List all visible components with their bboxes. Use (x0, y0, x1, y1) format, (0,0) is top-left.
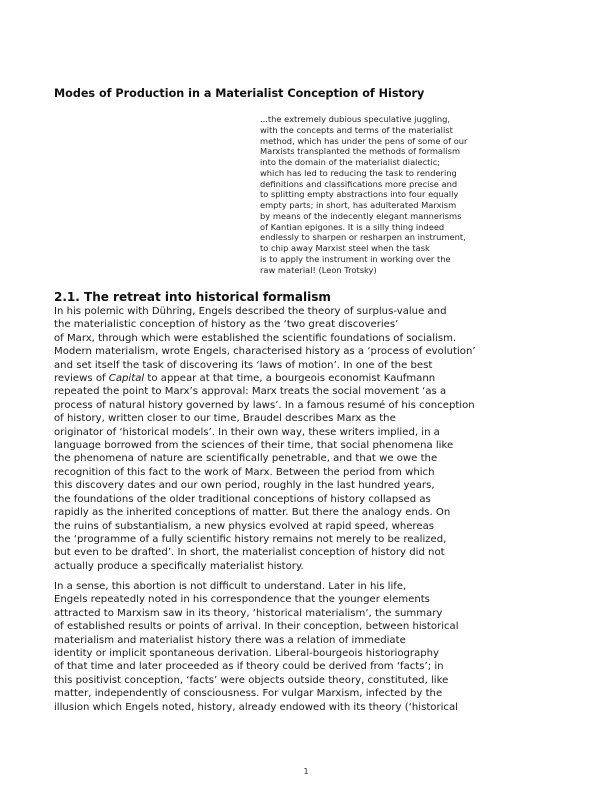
epigraph-line: which has led to reducing the task to rendering (260, 167, 457, 178)
body-line: the materialistic conception of history as the ‘two great discoveries’ (54, 319, 399, 331)
body-line: this positivist conception, ‘facts’ were objects outside theory, constituted, like (54, 674, 449, 686)
body-line-text: reviews of (54, 373, 109, 385)
body-line: but even to be drafted’. In short, the materialist conception of history did not (54, 547, 445, 559)
epigraph-line: empty parts; in short, has adulterated Marxism (260, 200, 457, 210)
body-line (54, 372, 564, 385)
page-number: 1 (303, 767, 309, 776)
epigraph-line: to chip away Marxist steel when the task (260, 243, 430, 253)
epigraph-line: endlessly to sharpen or resharpen an instrument, (260, 232, 466, 243)
body-line: actually produce a specifically materialist history. (54, 560, 304, 572)
chapter-title: Modes of Production in a Materialist Conception of History (54, 87, 425, 100)
epigraph (260, 114, 540, 275)
book-title-capital: Capital (108, 373, 145, 385)
section-title: The retreat into historical formalism (84, 290, 331, 304)
epigraph-line: ...the extremely dubious speculative juggling, (260, 114, 451, 124)
body-line: of Marx, through which were established the scientific foundations of socialism. (54, 332, 457, 344)
body-line: In his polemic with Dühring, Engels described the theory of surplus-value and (54, 306, 447, 317)
body-paragraph-2 (54, 580, 564, 714)
body-line: In a sense, this abortion is not difficult to understand. Later in his life, (54, 581, 407, 592)
epigraph-line: with the concepts and terms of the materialist (260, 124, 453, 135)
body-line: the phenomena of nature are scientifically penetrable, and that we owe the (54, 453, 438, 465)
body-line: matter, independently of consciousness. For vulgar Marxism, infected by the (54, 688, 443, 700)
body-line: this discovery dates and our own period, roughly in the last hundred years, (54, 480, 435, 492)
epigraph-line: Marxists transplanted the methods of formalism (260, 146, 461, 157)
body-line: the ruins of substantialism, a new physics evolved at rapid speed, whereas (54, 520, 435, 532)
body-line: the ‘programme of a fully scientific history remains not merely to be realized, (54, 533, 447, 545)
section-heading (54, 290, 331, 304)
body-line-text: to appear at that time, a bourgeois economist Kaufmann (144, 373, 436, 385)
body-line: process of natural history governed by laws’. In a famous resumé of his conception (54, 399, 475, 411)
body-line: illusion which Engels noted, history, already endowed with its theory (‘historical (54, 701, 458, 713)
body-paragraph-1 (54, 305, 564, 573)
body-line: materialism and materialist history there was a relation of immediate (54, 634, 406, 646)
epigraph-line: is to apply the instrument in working over the (260, 253, 451, 264)
body-line: of established results or points of arrival. In their conception, between historical (54, 621, 459, 633)
body-line: and set itself the task of discovering its ‘laws of motion’. In one of the best (54, 359, 433, 371)
body-line: recognition of this fact to the work of Marx. Between the period from which (54, 466, 435, 478)
body-line: identity or implicit spontaneous derivation. Liberal-bourgeois historiography (54, 648, 440, 660)
epigraph-line: method, which has under the pens of some of our (260, 135, 468, 146)
body-line: of history, written closer to our time, Braudel describes Marx as the (54, 413, 396, 425)
body-line: attracted to Marxism saw in its theory, ‘historical materialism’, the summary (54, 607, 443, 619)
body-line: language borrowed from the sciences of their time, that social phenomena like (54, 440, 454, 452)
body-line: originator of ‘historical models’. In their own way, these writers implied, in a (54, 426, 440, 438)
section-number: 2.1. (54, 290, 80, 304)
epigraph-line: raw material! (Leon Trotsky) (260, 264, 377, 275)
epigraph-line: definitions and classifications more precise and (260, 178, 458, 189)
epigraph-line: by means of the indecently elegant mannerisms (260, 210, 462, 221)
body-line: Engels repeatedly noted in his correspondence that the younger elements (54, 594, 430, 606)
body-line: Modern materialism, wrote Engels, characterised history as a ‘process of evolution’ (54, 346, 476, 358)
body-line: rapidly as the inherited conceptions of matter. But there the analogy ends. On (54, 507, 451, 519)
epigraph-line: to splitting empty abstractions into four equally (260, 189, 459, 200)
body-line: of that time and later proceeded as if theory could be derived from ‘facts’; in (54, 661, 444, 673)
body-line: the foundations of the older traditional conceptions of history collapsed as (54, 493, 431, 505)
epigraph-line: of Kantian epigones. It is a silly thing indeed (260, 221, 445, 232)
epigraph-line: into the domain of the materialist dialectic; (260, 157, 441, 167)
body-line: repeated the point to Marx’s approval: Marx treats the social movement ‘as a (54, 386, 447, 398)
